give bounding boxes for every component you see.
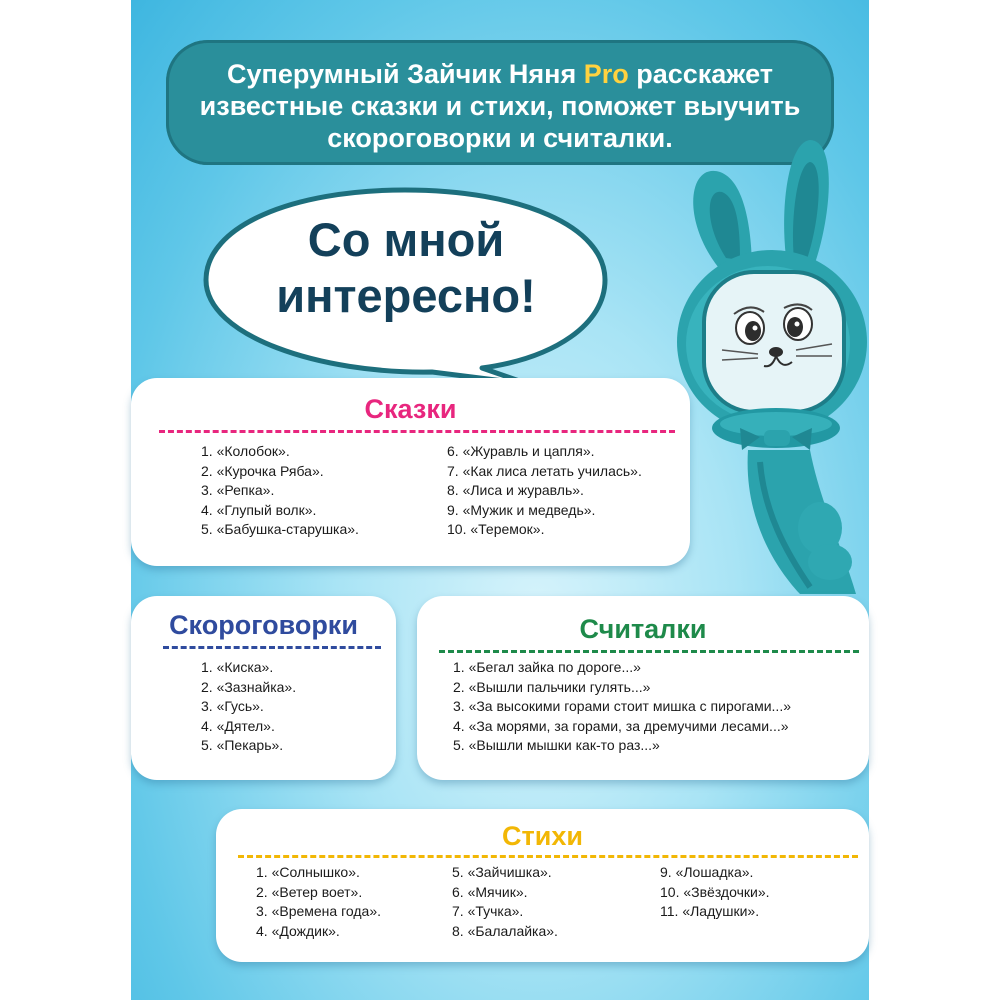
speech-bubble-text	[246, 212, 566, 324]
skorogovorki-list	[201, 658, 296, 756]
schitalki-title: Считалки	[579, 614, 707, 644]
stihi-list-item: 1. «Солнышко».	[256, 864, 360, 880]
stihi-list-item: 10. «Звёздочки».	[660, 883, 770, 900]
skorogovorki-list-item: 4. «Дятел».	[201, 717, 275, 734]
stihi-list-item: 4. «Дождик».	[256, 922, 340, 939]
stihi-title: Стихи	[502, 821, 583, 851]
skazki-title: Сказки	[364, 394, 457, 424]
stihi-list-item: 8. «Балалайка».	[452, 922, 558, 939]
skazki-divider	[159, 430, 675, 433]
skazki-list-item: 9. «Мужик и медведь».	[447, 501, 596, 518]
header-line-2: известные сказки и стихи, поможет выучить	[199, 91, 801, 121]
skazki-list-col2	[447, 442, 642, 540]
bubble-line-2: интересно!	[276, 269, 536, 322]
schitalki-list-item: 2. «Вышли пальчики гулять...»	[453, 678, 651, 695]
skorogovorki-list-item: 2. «Зазнайка».	[201, 678, 297, 695]
stihi-list-item: 7. «Тучка».	[452, 903, 524, 919]
header-pro-label: Pro	[583, 59, 629, 89]
skorogovorki-list-item: 3. «Гусь».	[201, 698, 264, 714]
bubble-line-1: Со мной	[307, 213, 505, 266]
header-line-1b: расскажет	[628, 59, 773, 89]
skazki-list-col1	[201, 442, 359, 540]
stihi-list-col3	[660, 863, 770, 922]
skazki-list-item: 4. «Глупый волк».	[201, 501, 317, 518]
stihi-list-col1	[256, 863, 381, 941]
stihi-list-item: 6. «Мячик».	[452, 883, 528, 900]
skazki-list-item: 7. «Как лиса летать училась».	[447, 462, 642, 479]
skazki-list-item: 3. «Репка».	[201, 482, 275, 498]
schitalki-list-item: 4. «За морями, за горами, за дремучими лесами...»	[453, 717, 789, 734]
skazki-list-item: 5. «Бабушка-старушка».	[201, 521, 359, 537]
schitalki-list-item: 5. «Вышли мышки как-то раз...»	[453, 737, 660, 753]
skazki-card	[131, 378, 690, 566]
skorogovorki-divider	[163, 646, 381, 649]
bunny-toy-illustration	[660, 132, 875, 602]
stihi-list-item: 9. «Лошадка».	[660, 864, 754, 880]
skorogovorki-title: Скороговорки	[169, 610, 358, 640]
skorogovorki-list-item: 1. «Киска».	[201, 659, 274, 675]
schitalki-card	[417, 596, 869, 780]
header-line-1a: Суперумный Зайчик Няня	[227, 59, 584, 89]
stihi-list-item: 3. «Времена года».	[256, 903, 381, 919]
skazki-list-item: 2. «Курочка Ряба».	[201, 462, 324, 479]
stihi-list-item: 5. «Зайчишка».	[452, 864, 552, 880]
stihi-list-item: 11. «Ладушки».	[660, 903, 760, 919]
skazki-list-item: 8. «Лиса и журавль».	[447, 482, 584, 498]
stihi-list-col2	[452, 863, 558, 941]
stihi-divider	[238, 855, 858, 858]
header-line-3: скороговорки и считалки.	[327, 123, 673, 153]
skazki-list-item: 6. «Журавль и цапля».	[447, 443, 595, 459]
skorogovorki-card	[131, 596, 396, 780]
stihi-card	[216, 809, 869, 962]
skorogovorki-list-item: 5. «Пекарь».	[201, 737, 284, 753]
schitalki-divider	[439, 650, 859, 653]
schitalki-list-item: 3. «За высокими горами стоит мишка с пирогами...»	[453, 698, 791, 714]
schitalki-list	[453, 658, 791, 756]
skazki-list-item: 10. «Теремок».	[447, 521, 545, 537]
schitalki-list-item: 1. «Бегал зайка по дороге...»	[453, 659, 641, 675]
skazki-list-item: 1. «Колобок».	[201, 443, 290, 459]
stihi-list-item: 2. «Ветер воет».	[256, 883, 363, 900]
